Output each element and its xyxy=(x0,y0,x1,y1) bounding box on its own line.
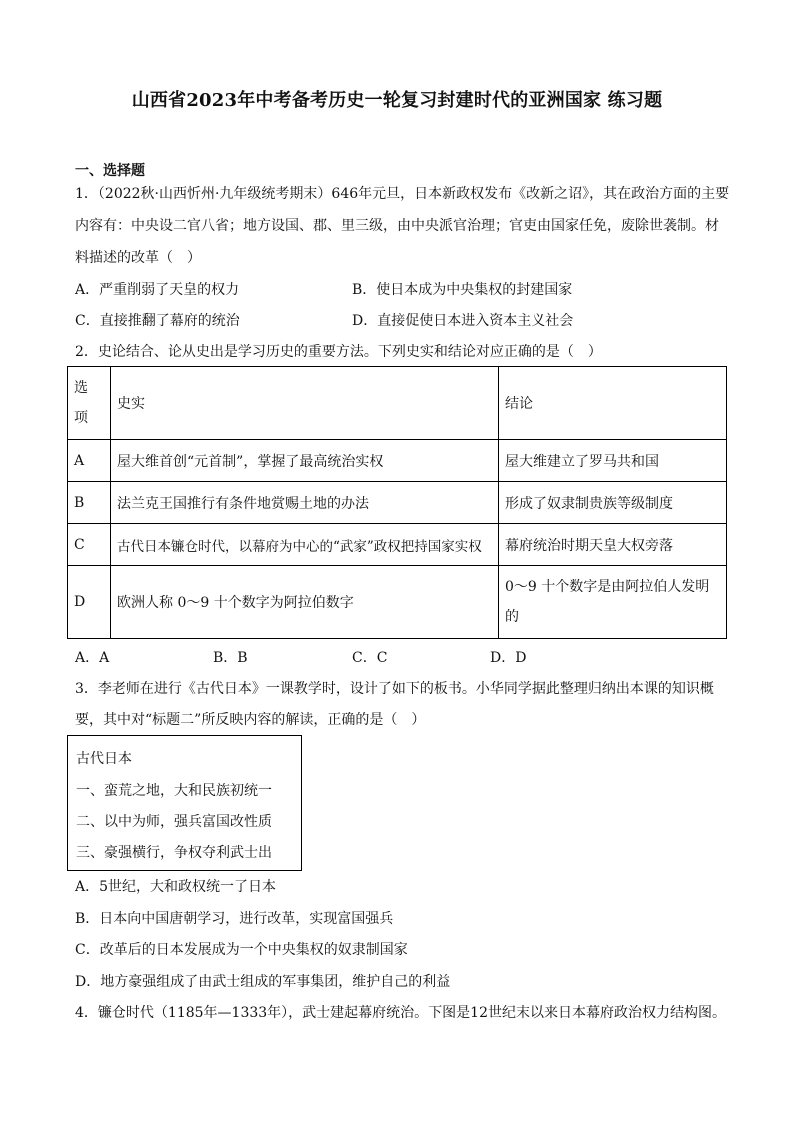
header-fact-cell: 史实 xyxy=(111,367,499,440)
q2-option-d: D．D xyxy=(490,650,527,666)
outline-item-1: 一、蛮荒之地，大和民族初统一 xyxy=(76,783,272,799)
section-heading: 一、选择题 xyxy=(75,163,145,179)
row-conclusion: 形成了奴隶制贵族等级制度 xyxy=(499,482,727,524)
q3-option-c: C．改革后的日本发展成为一个中央集权的奴隶制国家 xyxy=(75,942,408,958)
row-fact: 欧洲人称 0～9 十个数字为阿拉伯数字 xyxy=(111,566,499,639)
q1-stem-line-3: 料描述的改革（ ） xyxy=(75,250,201,266)
row-conclusion: 屋大维建立了罗马共和国 xyxy=(499,440,727,482)
table-header-row xyxy=(68,367,727,440)
page-title: 山西省2023年中考备考历史一轮复习封建时代的亚洲国家 练习题 xyxy=(131,90,663,111)
table-row xyxy=(68,440,727,482)
header-option-char-2: 项 xyxy=(74,410,88,426)
q3-option-b: B．日本向中国唐朝学习，进行改革，实现富国强兵 xyxy=(75,911,394,927)
row-fact: 法兰克王国推行有条件地赏赐土地的办法 xyxy=(111,482,499,524)
q2-option-b: B．B xyxy=(213,650,248,666)
row-option: A xyxy=(68,440,111,482)
q1-option-a: A．严重削弱了天皇的权力 xyxy=(75,282,240,298)
q3-stem-line-1: 3．李老师在进行《古代日本》一课教学时，设计了如下的板书。小华同学据此整理归纳出本课的知识概 xyxy=(75,681,714,697)
q1-option-b: B．使日本成为中央集权的封建国家 xyxy=(352,282,573,298)
outline-item-2: 二、以中为师，强兵富国改性质 xyxy=(76,814,272,830)
q2-table xyxy=(67,366,727,639)
q3-option-d: D．地方豪强组成了由武士组成的军事集团，维护自己的利益 xyxy=(75,974,451,990)
q2-stem: 2．史论结合、论从史出是学习历史的重要方法。下列史实和结论对应正确的是（ ） xyxy=(75,344,602,360)
q3-option-a: A．5世纪，大和政权统一了日本 xyxy=(75,879,277,895)
q2-option-c: C．C xyxy=(352,650,388,666)
q4-stem-line-1: 4．镰仓时代（1185年—1333年），武士建起幕府统治。下图是12世纪末以来日本幕府政治权力结构图。 xyxy=(75,1005,726,1021)
header-conclusion-cell: 结论 xyxy=(499,367,727,440)
q1-option-d: D．直接促使日本进入资本主义社会 xyxy=(352,313,574,329)
header-option-char-1: 选 xyxy=(74,380,88,396)
table-row xyxy=(68,566,727,639)
row-fact: 屋大维首创“元首制”，掌握了最高统治实权 xyxy=(111,440,499,482)
row-option: D xyxy=(68,566,111,639)
q1-stem-line-2: 内容有：中央设二官八省；地方设国、郡、里三级，由中央派官治理；官吏由国家任免，废除世袭制。材 xyxy=(75,218,719,234)
row-conclusion-line-1: 0～9 十个数字是由阿拉伯人发明 xyxy=(505,579,710,595)
outline-item-3: 三、豪强横行，争权夺利武士出 xyxy=(76,845,272,861)
row-conclusion: 幕府统治时期天皇大权旁落 xyxy=(499,524,727,566)
table-row xyxy=(68,482,727,524)
q3-stem-line-2: 要，其中对“标题二”所反映内容的解读，正确的是（ ） xyxy=(75,712,426,728)
row-conclusion xyxy=(499,566,727,639)
row-option: C xyxy=(68,524,111,566)
row-conclusion-line-2: 的 xyxy=(505,609,519,625)
q1-stem-line-1: 1．（2022秋·山西忻州·九年级统考期末）646年元旦，日本新政权发布《改新之诏》，其在政治方面的主要 xyxy=(75,186,730,202)
blackboard-outline-box xyxy=(67,735,302,871)
q2-option-a: A．A xyxy=(75,650,110,666)
row-fact: 古代日本镰仓时代，以幕府为中心的“武家”政权把持国家实权 xyxy=(111,524,499,566)
outline-title: 古代日本 xyxy=(76,751,132,767)
q1-option-c: C．直接推翻了幕府的统治 xyxy=(75,313,240,329)
row-option: B xyxy=(68,482,111,524)
table-row xyxy=(68,524,727,566)
header-option-cell xyxy=(68,367,111,440)
